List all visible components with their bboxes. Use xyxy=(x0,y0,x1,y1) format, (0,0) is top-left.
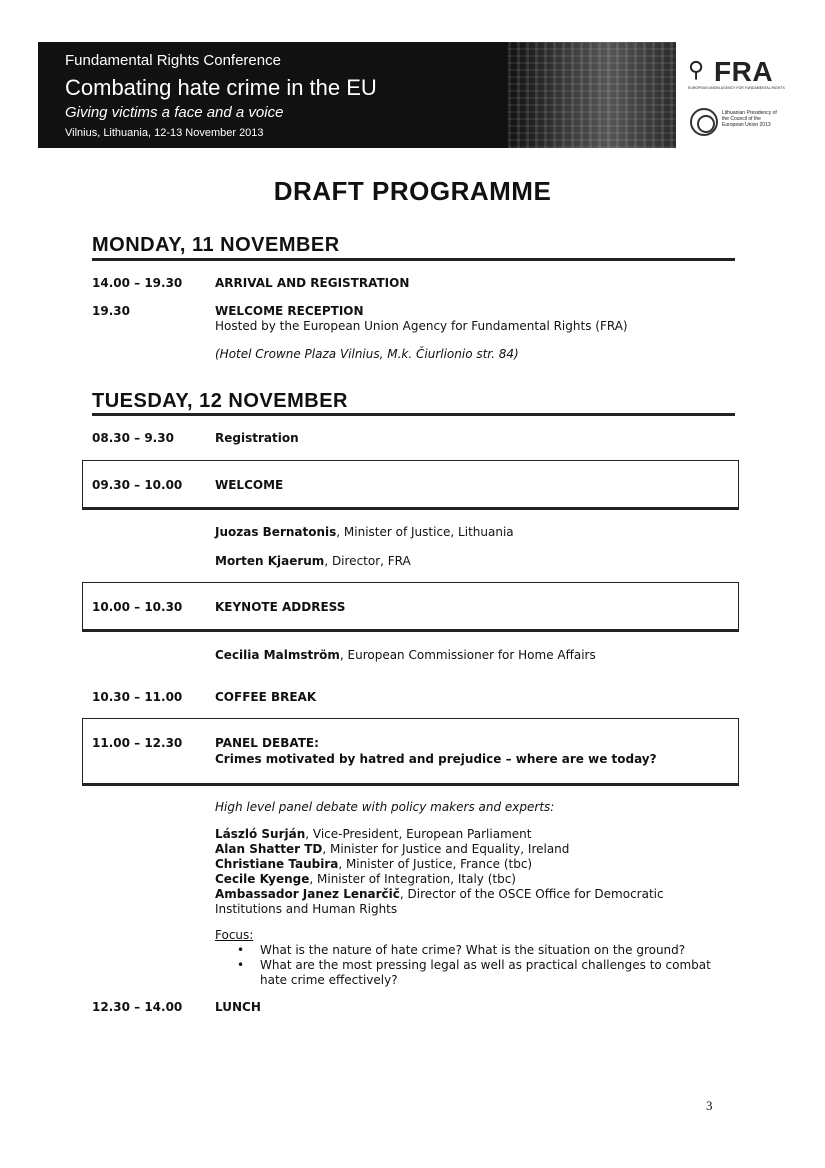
speaker-name: Christiane Taubira xyxy=(215,857,339,871)
speaker-name: Cecilia Malmström xyxy=(215,648,340,662)
panel-speaker xyxy=(215,857,664,872)
monday-heading: MONDAY, 11 NOVEMBER xyxy=(92,234,340,256)
banner-subtitle: Giving victims a face and a voice xyxy=(65,104,284,121)
monday-divider xyxy=(92,258,735,261)
speaker-role: , Minister of Justice, Lithuania xyxy=(336,525,514,539)
tuesday-divider xyxy=(92,413,735,416)
coffee-time: 10.30 – 11.00 xyxy=(92,690,183,704)
speaker-name: László Surján xyxy=(215,827,306,841)
speaker-name: Ambassador Janez Lenarčič xyxy=(215,887,400,901)
panel-speaker xyxy=(215,827,664,842)
presidency-ring-icon xyxy=(690,108,718,136)
registration-label: Registration xyxy=(215,431,299,445)
focus-list xyxy=(237,943,711,988)
panel-speaker xyxy=(215,887,664,902)
lunch-time: 12.30 – 14.00 xyxy=(92,1000,183,1014)
conference-banner xyxy=(38,42,676,148)
panel-time: 11.00 – 12.30 xyxy=(92,736,183,750)
lunch-label: LUNCH xyxy=(215,1000,261,1014)
fra-logo-word: FRA xyxy=(714,56,774,87)
page-title: DRAFT PROGRAMME xyxy=(273,176,552,206)
reception-venue: (Hotel Crowne Plaza Vilnius, M.k. Čiurlionio str. 84) xyxy=(215,347,519,361)
panel-speaker-continuation: Institutions and Human Rights xyxy=(215,902,398,916)
speaker-name: Juozas Bernatonis xyxy=(215,525,337,539)
coffee-label: COFFEE BREAK xyxy=(215,690,317,704)
banner-photo xyxy=(508,42,676,148)
fra-figure-icon: ⚲ xyxy=(688,58,705,83)
presidency-logo xyxy=(690,108,790,140)
keynote-label: KEYNOTE ADDRESS xyxy=(215,600,346,614)
focus-item-text: What are the most pressing legal as well as practical challenges to combat xyxy=(260,958,711,972)
bullet-icon: • xyxy=(237,958,245,972)
fra-logo-subtitle: EUROPEAN UNION AGENCY FOR FUNDAMENTAL RIGHTS xyxy=(688,86,785,90)
panel-speaker xyxy=(215,872,664,887)
panel-speaker xyxy=(215,842,664,857)
speaker-role: , Minister for Justice and Equality, Ireland xyxy=(322,842,570,856)
speaker-role: , Director of the OSCE Office for Democratic xyxy=(399,887,664,901)
panel-intro: High level panel debate with policy makers and experts: xyxy=(215,800,555,814)
panel-speakers xyxy=(215,827,664,917)
speaker-role: , European Commissioner for Home Affairs xyxy=(339,648,596,662)
welcome-speaker xyxy=(215,525,514,539)
focus-item-continuation xyxy=(237,973,711,988)
speaker-role: , Minister of Justice, France (tbc) xyxy=(338,857,533,871)
tuesday-heading: TUESDAY, 12 NOVEMBER xyxy=(92,390,348,412)
page-number: 3 xyxy=(706,1098,713,1113)
registration-time: 08.30 – 9.30 xyxy=(92,431,174,445)
welcome-speaker xyxy=(215,554,411,568)
speaker-role: , Director, FRA xyxy=(324,554,411,568)
panel-label: PANEL DEBATE: xyxy=(215,736,319,750)
monday-time-2: 19.30 xyxy=(92,304,130,318)
presidency-logo-text: Lithuanian Presidency of the Council of the European Union 2013 xyxy=(722,110,777,128)
focus-item xyxy=(237,943,711,958)
banner-location-date: Vilnius, Lithuania, 12-13 November 2013 xyxy=(65,127,264,139)
focus-item-text: What is the nature of hate crime? What is the situation on the ground? xyxy=(260,943,686,957)
monday-item-reception: WELCOME RECEPTION xyxy=(215,304,364,318)
speaker-name: Alan Shatter TD xyxy=(215,842,323,856)
banner-title: Combating hate crime in the EU xyxy=(65,75,377,100)
speaker-name: Morten Kjaerum xyxy=(215,554,325,568)
focus-label: Focus: xyxy=(215,928,254,942)
focus-item xyxy=(237,958,711,973)
speaker-role: , Vice-President, European Parliament xyxy=(305,827,532,841)
keynote-speaker xyxy=(215,648,596,662)
welcome-time: 09.30 – 10.00 xyxy=(92,478,183,492)
bullet-icon: • xyxy=(237,943,245,957)
fra-logo xyxy=(688,56,788,96)
banner-conference-name: Fundamental Rights Conference xyxy=(65,52,281,69)
speaker-name: Cecile Kyenge xyxy=(215,872,310,886)
reception-host: Hosted by the European Union Agency for Fundamental Rights (FRA) xyxy=(215,319,628,333)
panel-subtitle: Crimes motivated by hatred and prejudice – where are we today? xyxy=(215,752,657,766)
focus-item-text: hate crime effectively? xyxy=(260,973,398,987)
welcome-label: WELCOME xyxy=(215,478,284,492)
monday-time-1: 14.00 – 19.30 xyxy=(92,276,183,290)
speaker-role: , Minister of Integration, Italy (tbc) xyxy=(309,872,516,886)
monday-item-arrival: ARRIVAL AND REGISTRATION xyxy=(215,276,410,290)
keynote-time: 10.00 – 10.30 xyxy=(92,600,183,614)
